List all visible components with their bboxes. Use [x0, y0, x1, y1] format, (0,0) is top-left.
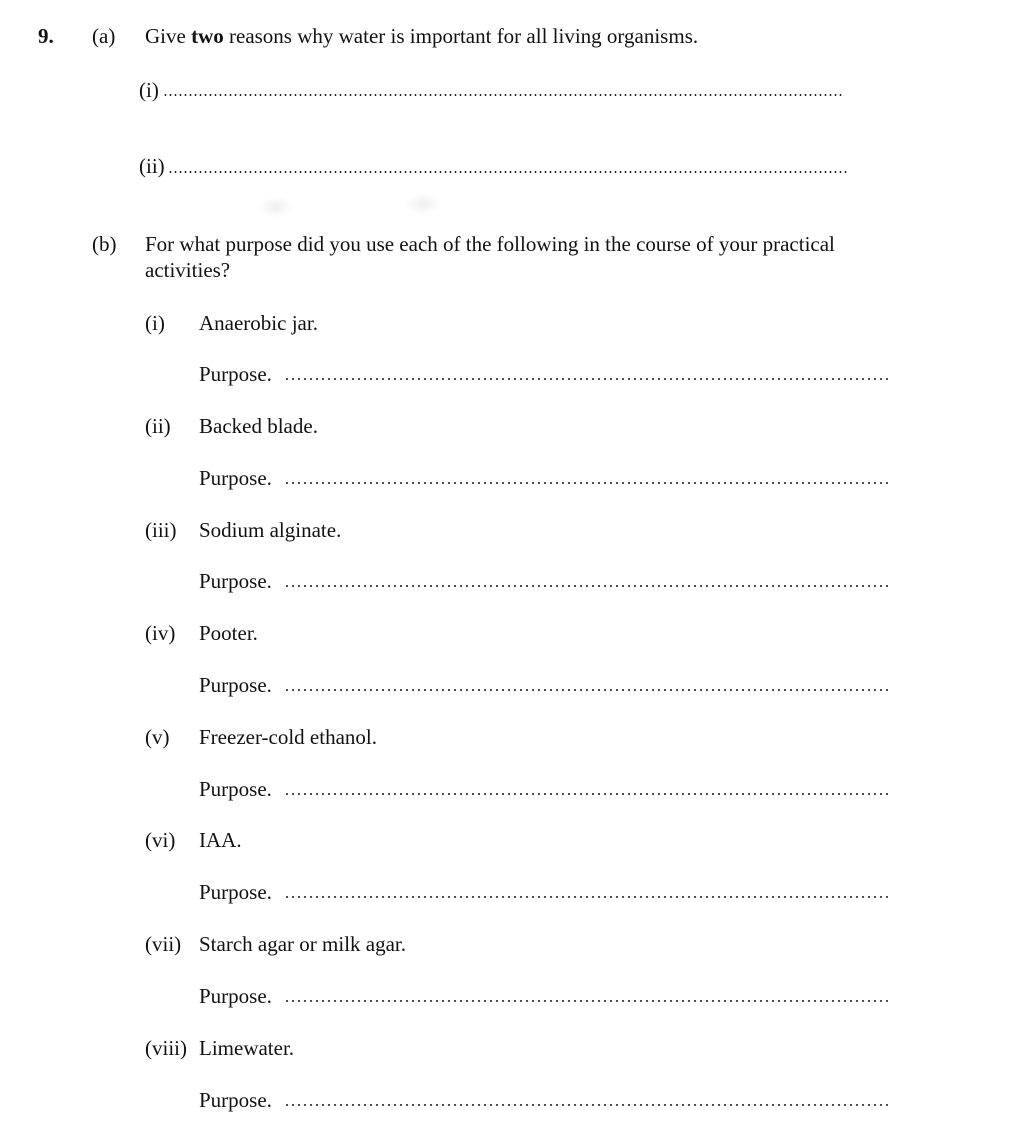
purpose-answer-line[interactable]: [284, 378, 889, 380]
part-a-answer-i-label: (i): [139, 78, 159, 102]
part-a-answer-ii-label: (ii): [139, 154, 165, 178]
purpose-answer-line[interactable]: [284, 1104, 889, 1106]
purpose-answer-line[interactable]: [284, 896, 889, 898]
part-b-item-text: Pooter.: [199, 621, 258, 645]
part-b-item-text: Limewater.: [199, 1036, 295, 1060]
part-b-prompt-line2: activities?: [145, 258, 231, 282]
part-a-prompt-emphasis: two: [191, 24, 224, 48]
part-b-item-label: (vi): [145, 828, 176, 852]
purpose-answer-line[interactable]: [284, 1000, 889, 1002]
purpose-label: Purpose.: [199, 569, 272, 593]
part-b-item-label: (vii): [145, 932, 182, 956]
part-b-item-label: (i): [145, 311, 165, 335]
purpose-label: Purpose.: [199, 673, 272, 697]
purpose-answer-line[interactable]: [284, 585, 889, 587]
scan-mark: [258, 196, 294, 218]
purpose-label: Purpose.: [199, 362, 272, 386]
part-b-item-text: Sodium alginate.: [199, 518, 342, 542]
part-a-prompt-end: reasons why water is important for all living organisms.: [223, 24, 699, 48]
part-a-prompt: [145, 26, 698, 47]
purpose-label: Purpose.: [199, 777, 272, 801]
part-b-item-label: (iii): [145, 518, 177, 542]
part-b-item-text: Starch agar or milk agar.: [199, 932, 407, 956]
scan-mark: [405, 193, 441, 215]
part-b-item-text: IAA.: [199, 828, 242, 852]
purpose-label: Purpose.: [199, 1088, 272, 1112]
purpose-answer-line[interactable]: [284, 793, 889, 795]
part-b-label: (b): [92, 232, 117, 256]
purpose-label: Purpose.: [199, 984, 272, 1008]
purpose-label: Purpose.: [199, 466, 272, 490]
part-b-item-text: Backed blade.: [199, 414, 318, 438]
part-a-answer-i-line: [163, 94, 843, 96]
part-b-prompt-line1: For what purpose did you use each of the following in the course of your practical: [145, 232, 835, 256]
purpose-label: Purpose.: [199, 880, 272, 904]
part-a-prompt-start: Give: [145, 24, 192, 48]
question-number: 9.: [38, 24, 54, 48]
part-b-item-text: Anaerobic jar.: [199, 311, 318, 335]
part-b-item-label: (ii): [145, 414, 171, 438]
purpose-answer-line[interactable]: [284, 482, 889, 484]
purpose-answer-line[interactable]: [284, 689, 889, 691]
part-b-item-label: (viii): [145, 1036, 187, 1060]
part-a-answer-ii-line: [168, 171, 848, 173]
part-a-label: (a): [92, 24, 116, 48]
part-b-item-label: (iv): [145, 621, 176, 645]
part-b-item-text: Freezer-cold ethanol.: [199, 725, 377, 749]
part-b-item-label: (v): [145, 725, 170, 749]
